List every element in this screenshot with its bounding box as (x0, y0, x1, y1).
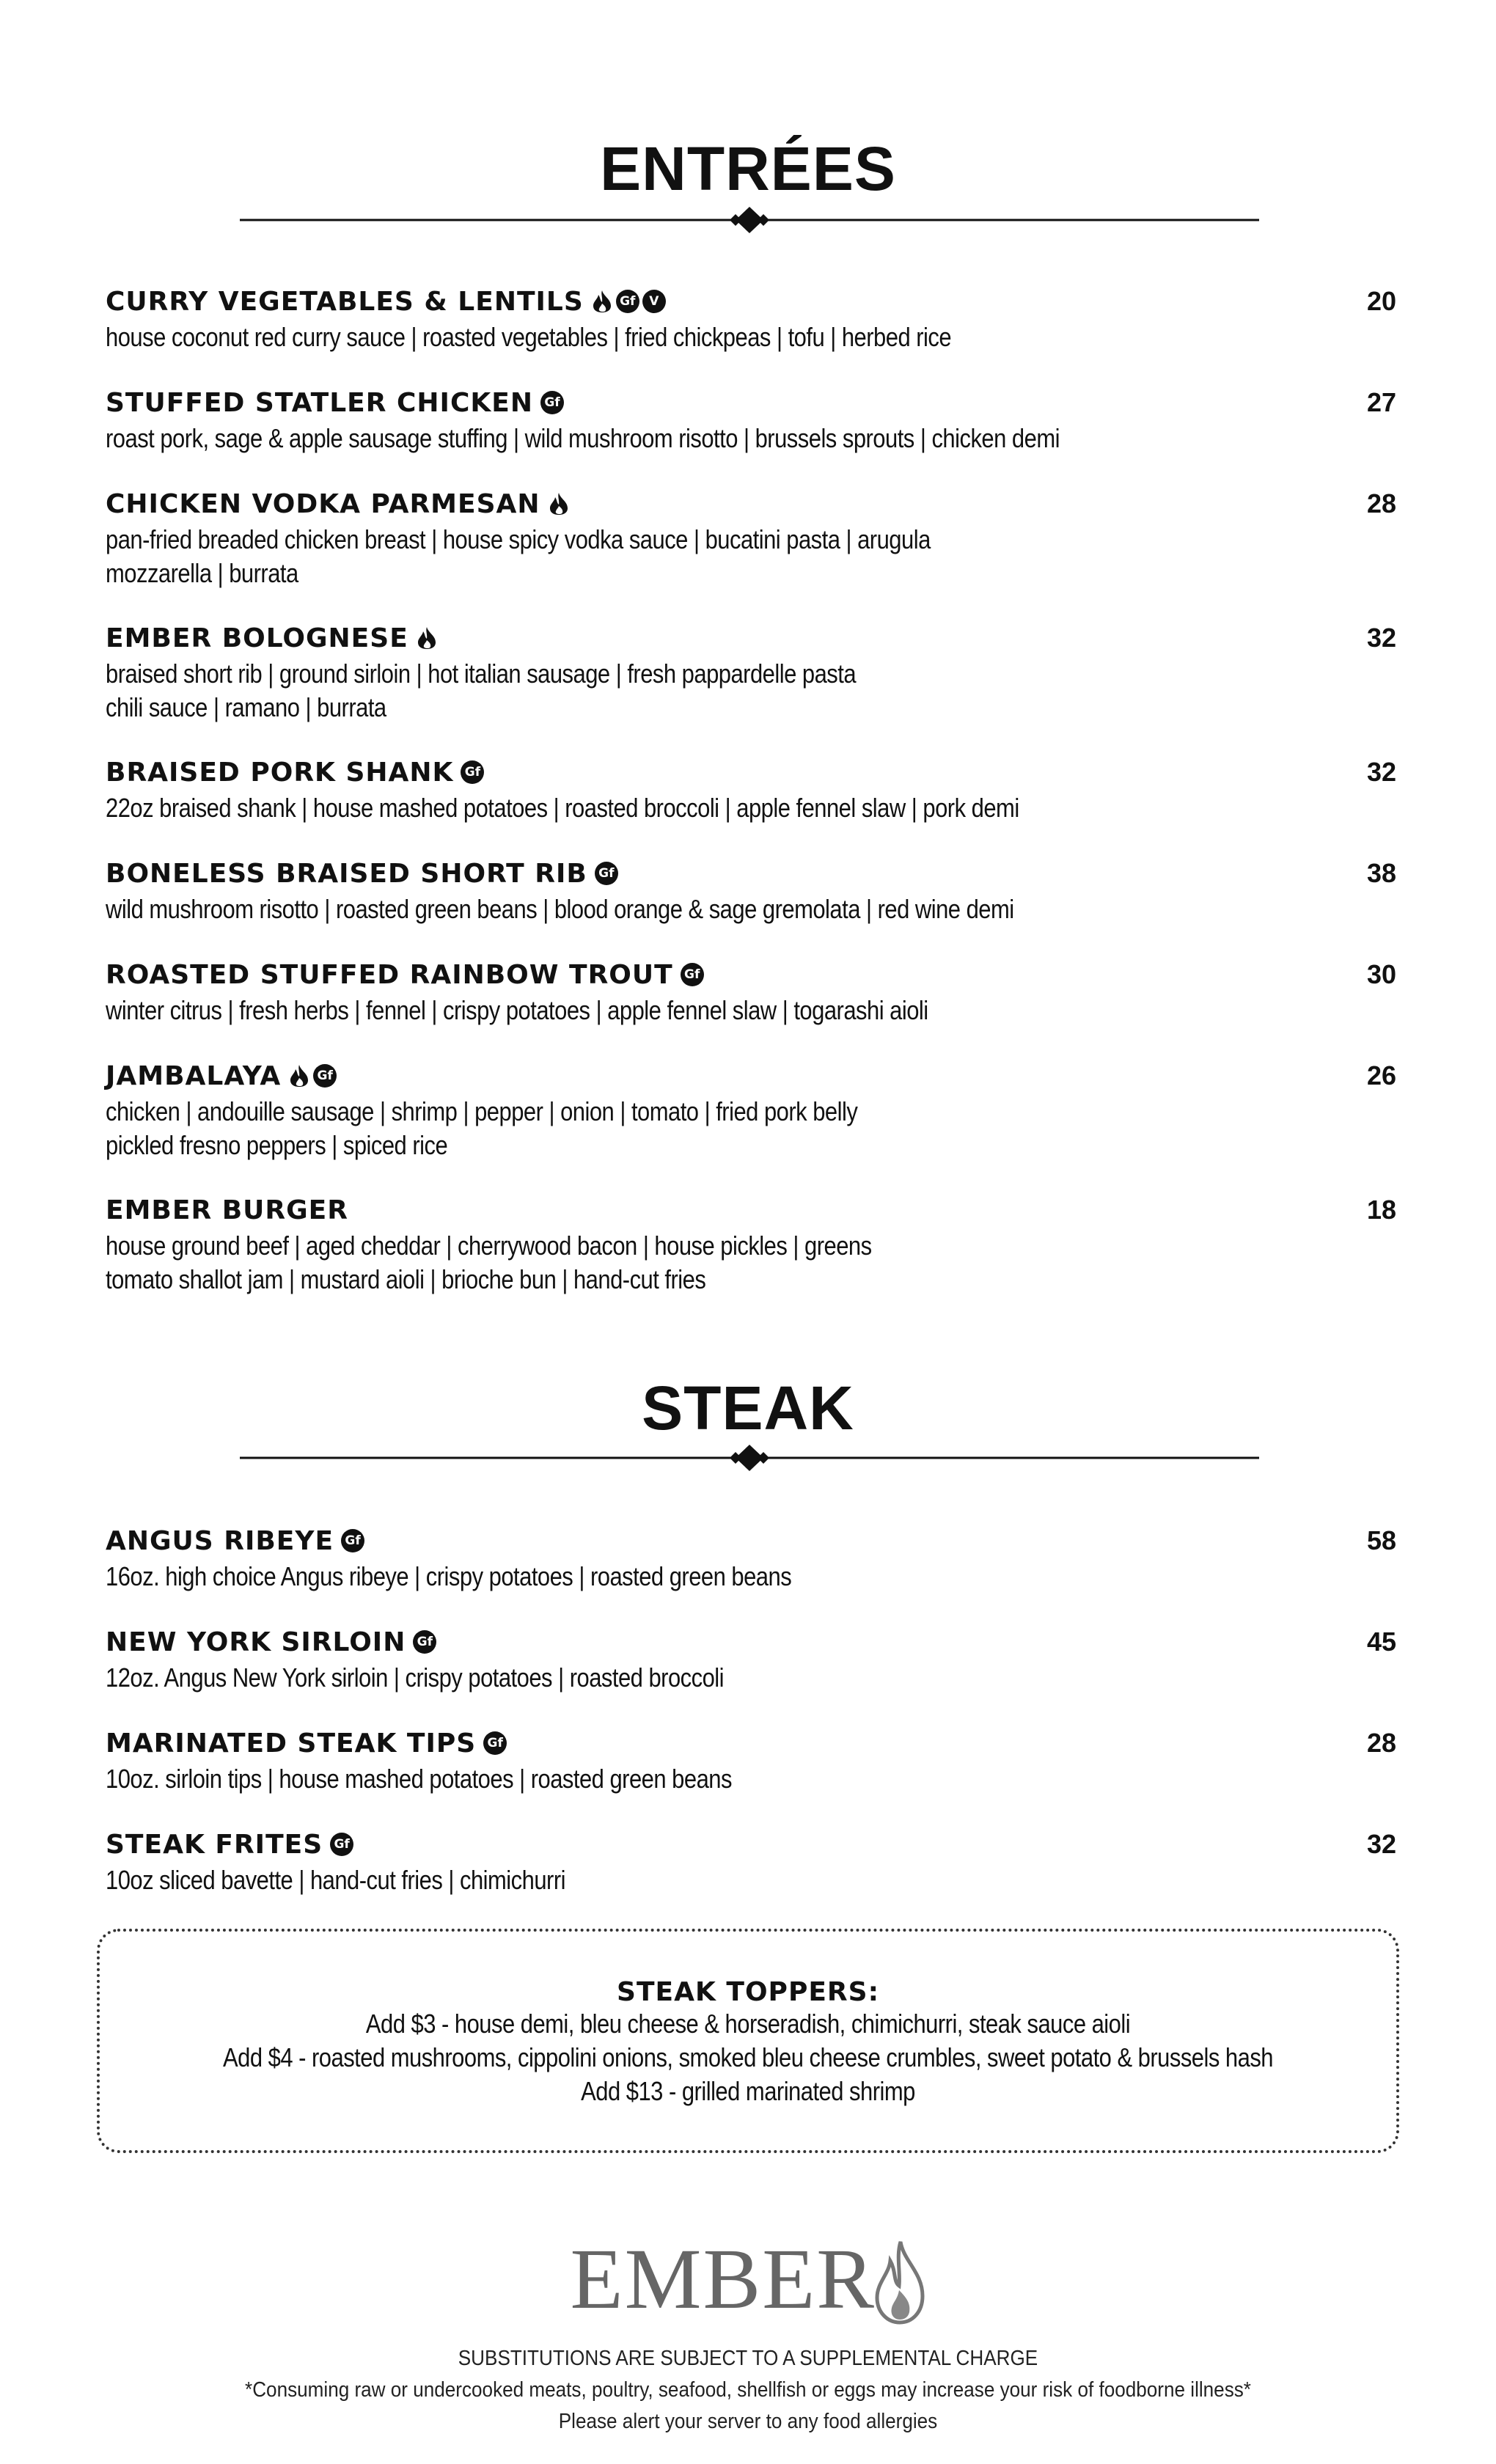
dietary-badges (413, 1630, 436, 1654)
menu-item-description: wild mushroom risotto | roasted green beans | blood orange & sage gremolata | red wine demi (106, 894, 1014, 924)
gluten-free-icon: Gf (413, 1630, 436, 1654)
menu-item-description: tomato shallot jam | mustard aioli | brioche bun | hand-cut fries (106, 1264, 706, 1294)
dietary-badges (483, 1731, 507, 1755)
steak-toppers-box (97, 1929, 1399, 2153)
menu-item-header (106, 384, 1396, 422)
steak-toppers-line: Add $3 - house demi, bleu cheese & horseradish, chimichurri, steak sauce aioli (365, 2009, 1131, 2039)
dietary-badges (595, 862, 618, 885)
menu-item-name: ANGUS RIBEYE (106, 1525, 334, 1556)
spicy-flame-icon (548, 492, 570, 516)
steak-title: STEAK (642, 1374, 854, 1442)
flame-icon (874, 2239, 925, 2329)
menu-item-description: house ground beef | aged cheddar | cherrywood bacon | house pickles | greens (106, 1231, 872, 1261)
menu-item-price: 45 (1366, 1627, 1396, 1657)
menu-item-description: 12oz. Angus New York sirloin | crispy potatoes | roasted broccoli (106, 1662, 725, 1693)
footer-substitutions: SUBSTITUTIONS ARE SUBJECT TO A SUPPLEMENTAL CHARGE (458, 2347, 1038, 2370)
menu-item-description: house coconut red curry sauce | roasted vegetables | fried chickpeas | tofu | herbed rice (106, 322, 952, 352)
menu-item-header (106, 1191, 1396, 1229)
gluten-free-icon: Gf (681, 963, 704, 986)
menu-item-name: JAMBALAYA (106, 1060, 282, 1091)
menu-item-price: 32 (1366, 1829, 1396, 1859)
menu-item-header (106, 753, 1396, 791)
vegan-icon: V (642, 290, 666, 313)
menu-item-description: 10oz sliced bavette | hand-cut fries | chimichurri (106, 1865, 565, 1895)
spicy-flame-icon (288, 1064, 310, 1088)
menu-item (106, 1623, 1396, 1695)
steak-toppers-line: Add $13 - grilled marinated shrimp (581, 2076, 915, 2106)
menu-item-name: EMBER BOLOGNESE (106, 623, 408, 653)
dietary-badges (548, 492, 570, 516)
menu-item-name: STEAK FRITES (106, 1829, 323, 1860)
menu-item-name: BRAISED PORK SHANK (106, 757, 454, 788)
menu-item (106, 282, 1396, 354)
menu-item-price: 58 (1366, 1525, 1396, 1555)
menu-item-name: CHICKEN VODKA PARMESAN (106, 488, 540, 519)
dietary-badges (461, 760, 484, 784)
menu-item-price: 18 (1366, 1195, 1396, 1225)
gluten-free-icon: Gf (595, 862, 618, 885)
menu-item-name: MARINATED STEAK TIPS (106, 1728, 477, 1759)
dietary-badges (540, 391, 564, 414)
dietary-badges (330, 1833, 353, 1856)
entrees-title: ENTRÉES (600, 134, 896, 203)
steak-toppers-line: Add $4 - roasted mushrooms, cippolini onions, smoked bleu cheese crumbles, sweet potato & brussels hash (222, 2042, 1274, 2072)
menu-item-price: 38 (1366, 858, 1396, 888)
menu-item-price: 26 (1366, 1060, 1396, 1090)
menu-item (106, 1522, 1396, 1594)
menu-item-price: 32 (1366, 757, 1396, 787)
menu-item-name: NEW YORK SIRLOIN (106, 1627, 406, 1657)
menu-item-price: 28 (1366, 1728, 1396, 1758)
menu-item-header (106, 282, 1396, 320)
menu-item (106, 753, 1396, 825)
dietary-badges (416, 626, 438, 650)
dietary-badges (681, 963, 704, 986)
footer-raw-warning: *Consuming raw or undercooked meats, poultry, seafood, shellfish or eggs may increase your risk of foodborne illness* (245, 2378, 1251, 2402)
menu-item-name: STUFFED STATLER CHICKEN (106, 387, 533, 418)
menu-item-description: chicken | andouille sausage | shrimp | pepper | onion | tomato | fried pork belly (106, 1096, 858, 1126)
menu-item-header (106, 1057, 1396, 1095)
menu-item-price: 30 (1366, 959, 1396, 989)
menu-item (106, 854, 1396, 926)
menu-item-description: 22oz braised shank | house mashed potatoes | roasted broccoli | apple fennel slaw | pork demi (106, 793, 1019, 823)
dietary-badges (591, 290, 666, 313)
menu-item (106, 1724, 1396, 1796)
menu-item (106, 956, 1396, 1027)
dietary-badges (288, 1064, 337, 1088)
menu-item (106, 619, 1396, 725)
steak-toppers-title: STEAK TOPPERS: (617, 1977, 879, 2007)
entrees-divider (240, 205, 1259, 235)
menu-item-name: BONELESS BRAISED SHORT RIB (106, 858, 587, 889)
menu-item-description: roast pork, sage & apple sausage stuffing | wild mushroom risotto | brussels sprouts | chicken demi (106, 423, 1060, 453)
spicy-flame-icon (591, 290, 613, 313)
menu-item-header (106, 1825, 1396, 1863)
menu-item (106, 485, 1396, 590)
steak-divider (240, 1443, 1259, 1473)
menu-item (106, 1191, 1396, 1297)
menu-item-description: winter citrus | fresh herbs | fennel | crispy potatoes | apple fennel slaw | togarashi aioli (106, 995, 928, 1025)
gluten-free-icon: Gf (341, 1529, 364, 1552)
menu-item-description: braised short rib | ground sirloin | hot italian sausage | fresh pappardelle pasta (106, 659, 857, 689)
menu-item-name: CURRY VEGETABLES & LENTILS (106, 286, 584, 317)
gluten-free-icon: Gf (616, 290, 639, 313)
footer-allergy-notice: Please alert your server to any food allergies (558, 2410, 938, 2433)
menu-item-header (106, 1623, 1396, 1661)
menu-item-price: 20 (1366, 286, 1396, 316)
menu-item (106, 1057, 1396, 1162)
menu-item-header (106, 485, 1396, 523)
menu-item-header (106, 854, 1396, 892)
gluten-free-icon: Gf (330, 1833, 353, 1856)
ember-logo-text: EMBER (570, 2231, 876, 2327)
gluten-free-icon: Gf (313, 1064, 337, 1088)
menu-item-header (106, 1522, 1396, 1560)
menu-item (106, 1825, 1396, 1897)
menu-item-price: 28 (1366, 488, 1396, 518)
menu-item-header (106, 1724, 1396, 1762)
menu-item-price: 32 (1366, 623, 1396, 653)
menu-item-description: pickled fresno peppers | spiced rice (106, 1130, 448, 1160)
menu-item-description: 16oz. high choice Angus ribeye | crispy potatoes | roasted green beans (106, 1561, 792, 1591)
menu-item-description: pan-fried breaded chicken breast | house spicy vodka sauce | bucatini pasta | arugula (106, 524, 931, 554)
menu-item-name: EMBER BURGER (106, 1195, 348, 1225)
gluten-free-icon: Gf (483, 1731, 507, 1755)
gluten-free-icon: Gf (461, 760, 484, 784)
menu-item-description: mozzarella | burrata (106, 558, 298, 588)
ember-logo (0, 2229, 1496, 2325)
menu-item-description: chili sauce | ramano | burrata (106, 692, 386, 722)
menu-item-name: ROASTED STUFFED RAINBOW TROUT (106, 959, 673, 990)
menu-item-header (106, 619, 1396, 657)
menu-item (106, 384, 1396, 455)
menu-item-description: 10oz. sirloin tips | house mashed potatoes | roasted green beans (106, 1764, 732, 1794)
menu-item-header (106, 956, 1396, 994)
menu-item-price: 27 (1366, 387, 1396, 417)
spicy-flame-icon (416, 626, 438, 650)
gluten-free-icon: Gf (540, 391, 564, 414)
dietary-badges (341, 1529, 364, 1552)
